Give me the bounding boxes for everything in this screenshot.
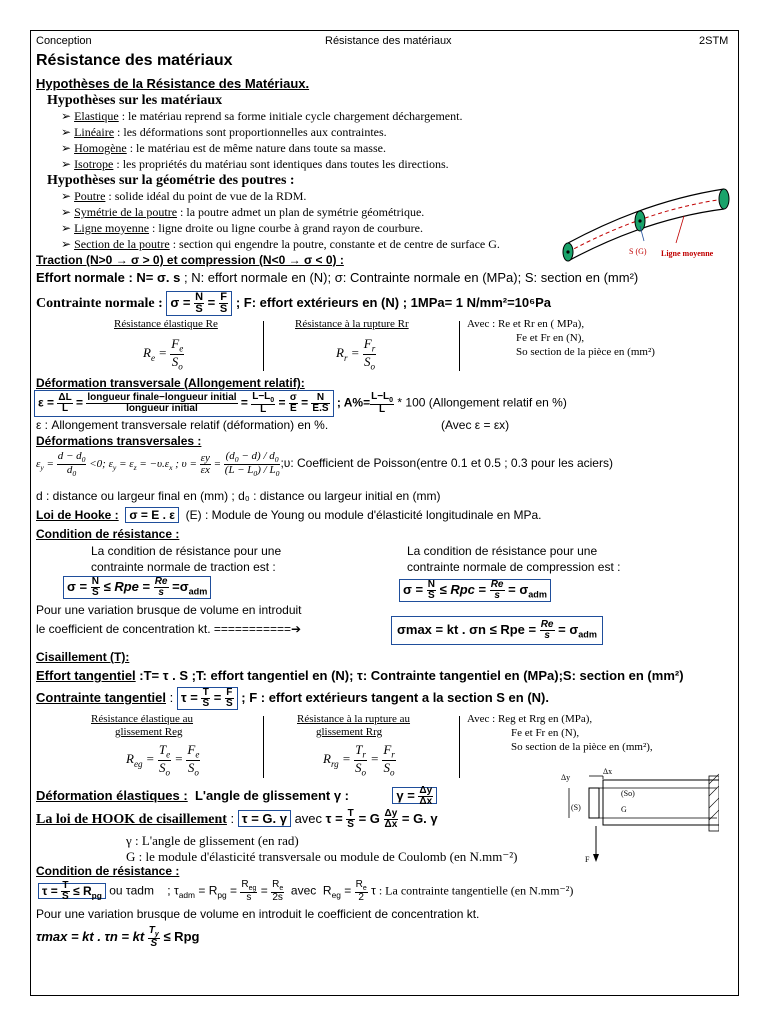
list-item: ➢ Elastique : le matériau reprend sa forme initiale cycle chargement déchargement. <box>61 109 463 123</box>
avec-line: So section de la pièce en (mm²) <box>516 346 655 358</box>
hooke-line: Loi de Hooke : σ = E . ε (E) : Module de Young ou module d'élasticité longitudinale en MPa. <box>36 508 542 522</box>
list-item: ➢ Section de la poutre : section qui engendre la poutre, constante et de centre de surface G. <box>61 237 500 251</box>
condition-title: Condition de résistance : <box>36 864 180 878</box>
tau-max-formula: τmax = kt . τn = kt $\frac{T_y}{S}$ ≤ Rpg <box>36 925 200 949</box>
sigma-max-formula: σmax = kt . σn ≤ Rpe = $\frac{Re}{s}$ = $\sigma_{adm}$ <box>391 616 603 645</box>
cisaillement-title: Cisaillement (T): <box>36 650 130 664</box>
avec-line: Fe et Fr en (N), <box>516 332 585 344</box>
avec-line: Avec : Reg et Rrg en (MPa), <box>467 713 593 725</box>
contrainte-tangentiel-line: Contrainte tangentiel : τ = $\frac{T}{S}$ = $\frac{F}{S}$ ; F : effort extérieurs tangent a la section S en (N). <box>36 687 549 709</box>
list-item: ➢ Isotrope : les propriétés du matériau sont identiques dans toutes les directions. <box>61 157 449 171</box>
effort-tangentiel-line: Effort tangentiel :T= τ . S ;T: effort tangentiel en (N); τ: Contrainte tangentiel en (MPa);S: section en (mm²) <box>36 668 684 683</box>
contrainte-normale-line: Contrainte normale : σ = $\frac{N}{S}$ = $\frac{F}{S}$ ; F: effort extérieurs en (N) ; 1MPa= 1 N/mm²=10⁶Pa <box>36 291 552 315</box>
compression-condition-formula: σ = $\frac{N}{S}$ ≤ Rpc = $\frac{Re}{s}$ = $\sigma_{adm}$ <box>399 579 551 602</box>
header-right: 2STM <box>699 35 729 47</box>
condition-right-text: La condition de résistance pour une <box>407 544 598 558</box>
condition-left-text: contrainte normale de traction est : <box>91 560 276 574</box>
condition-left-text: La condition de résistance pour une <box>91 544 282 558</box>
document-page <box>30 30 739 996</box>
condition-title: Condition de résistance : <box>36 527 180 541</box>
re-title: Résistance élastique Re <box>114 318 218 330</box>
traction-condition-formula: σ = $\frac{N}{S}$ ≤ Rpe = $\frac{Re}{s}$ $=\sigma_{adm}$ <box>63 576 211 599</box>
avec-line: Fe et Fr en (N), <box>511 727 580 739</box>
epsilon-desc: ε : Allongement transversale relatif (déformation) en %. <box>36 418 329 432</box>
mean-line-label: Ligne moyenne <box>661 249 714 258</box>
re-formula: $R_e$ = $\frac{F_e}{S_o}$ <box>143 336 184 372</box>
reg-formula: $R_{eg}$ = $\frac{T_e}{S_o}$ = $\frac{F_e}{S_o}$ <box>126 742 200 778</box>
list-item: ➢ Homogène : le matériau est de même nature dans toute sa masse. <box>61 141 386 155</box>
condition-right-text: contrainte normale de compression est : <box>407 560 621 574</box>
rrg-title: glissement Rrg <box>316 726 383 738</box>
transversales-title: Déformations transversales : <box>36 434 202 448</box>
tau-condition-line: τ = $\frac{T}{S}$ ≤ $R_{pg}$ ou τadm ; $\tau_{adm} = R_{pg}$ = $\frac{R_{eg}}{s}$ = $\frac{R_e}{2s}$ avec $R_{eg}$ = $\frac{R_e}{2}$ τ : La contrainte tangentielle (en N.mm⁻²) <box>38 880 573 903</box>
hook-cisaillement-line: La loi de HOOK de cisaillement : τ = G. γ avec τ = $\frac{T}{S}$ = G $\frac{\Delta y}{\Delta x}$ = G. γ <box>36 808 438 830</box>
svg-text:(S): (S) <box>571 803 581 812</box>
avec-line: So section de la pièce en (mm²), <box>511 741 653 753</box>
shear-diagram <box>559 766 719 866</box>
glissement-line: Déformation élastiques : L'angle de glissement γ : γ = $\frac{\Delta y}{\Delta x}$ <box>36 786 437 807</box>
header-left: Conception <box>36 35 92 47</box>
reg-title: Résistance élastique au <box>91 713 194 725</box>
list-item: ➢ Linéaire : les déformations sont proportionnelles aux contraintes. <box>61 125 387 139</box>
kt-text: Pour une variation brusque de volume en introduit le coefficient de concentration kt. <box>36 907 480 921</box>
rrg-formula: $R_{rg}$ = $\frac{T_r}{S_o}$ = $\frac{F_r}{S_o}$ <box>323 742 395 778</box>
header-center: Résistance des matériaux <box>325 35 452 47</box>
svg-text:Δx: Δx <box>603 767 613 776</box>
epsilon-avec: (Avec ε = εx) <box>441 418 510 432</box>
deformation-formula: ε = $\frac{\Delta L}{L}$ = $\frac{\text{longueur finale−longueur initial}}{\text{longueur initial}}$ = $\frac{L-L_0}{L}$ = $\frac{\sigma}{E}$ = $\frac{N}{E.S}$ ; A%= $\frac{L-L_0}{L}$ * 100 (Allongement relatif en %) <box>34 390 567 417</box>
g-desc: G : le module d'élasticité transversale ou module de Coulomb (en N.mm⁻²) <box>126 849 518 864</box>
kt-text: le coefficient de concentration kt. ===========➔ <box>36 622 302 636</box>
materials-title: Hypothèses sur les matériaux <box>47 93 223 108</box>
deformation-title: Déformation transversale (Allongement relatif): <box>36 376 305 390</box>
hypotheses-title: Hypothèses de la Résistance des Matériaux. <box>36 76 310 91</box>
kt-text: Pour une variation brusque de volume en introduit <box>36 603 302 617</box>
svg-text:(So): (So) <box>621 789 635 798</box>
d-desc: d : distance ou largeur final en (mm) ; d₀ : distance ou largeur initial en (mm) <box>36 489 441 503</box>
geometry-title: Hypothèses sur la géométrie des poutres : <box>47 173 295 188</box>
list-item: ➢ Poutre : solide idéal du point de vue de la RDM. <box>61 189 307 203</box>
rrg-title: Résistance à la rupture au <box>297 713 411 725</box>
traction-title: Traction (N>0 → σ > 0) et compression (N<0 → σ < 0) : <box>36 253 344 267</box>
poisson-formula: $\varepsilon_y$ = $\frac{d - d_0}{d_0}$ <0; $\varepsilon_y = \varepsilon_z = -\upsilon.\varepsilon_x$ ; υ = $\frac{\varepsilon y}{\varepsilon x}$ = $\frac{(d_0 - d) / d_0}{(L - L_0) / L_0}$ ;υ: Coefficient de Poisson(entre 0.1 et 0.5 ; 0.3 pour les aciers) <box>36 450 613 479</box>
rr-title: Résistance à la rupture Rr <box>295 318 409 330</box>
list-item: ➢ Symétrie de la poutre : la poutre admet un plan de symétrie géométrique. <box>61 205 425 219</box>
gamma-desc: γ : L'angle de glissement (en rad) <box>126 833 299 848</box>
list-item: ➢ Ligne moyenne : ligne droite ou ligne courbe à grand rayon de courbure. <box>61 221 423 235</box>
reg-title: glissement Reg <box>115 726 183 738</box>
avec-line: Avec : Re et Rr en ( MPa), <box>467 318 585 330</box>
effort-normal-line: Effort normale : N= σ. s ; N: effort normale en (N); σ: Contrainte normale en (MPa); S: section en (mm²) <box>36 270 639 285</box>
svg-text:F: F <box>585 855 590 864</box>
section-label: S (G) <box>629 247 647 256</box>
page-title: Résistance des matériaux <box>36 52 233 69</box>
rr-formula: $R_r$ = $\frac{F_r}{S_o}$ <box>336 336 376 372</box>
svg-text:G: G <box>621 805 627 814</box>
svg-text:Δy: Δy <box>561 773 571 782</box>
